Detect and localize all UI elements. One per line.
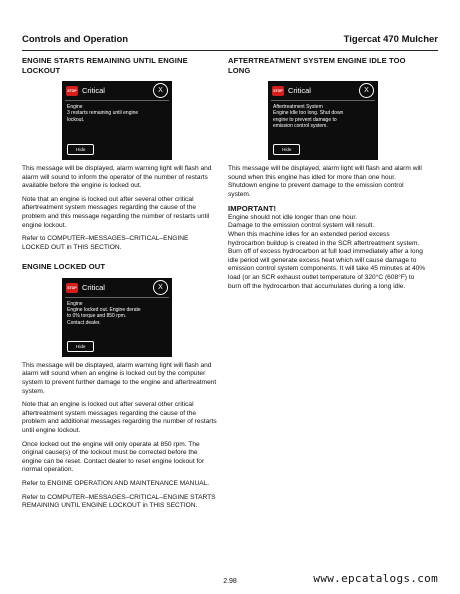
stop-icon: STOP xyxy=(66,86,78,96)
close-icon[interactable]: X xyxy=(153,83,168,98)
section-title-idle-too-long: AFTERTREATMENT SYSTEM ENGINE IDLE TOO LONG xyxy=(228,56,406,75)
paragraph: Refer to COMPUTER–MESSAGES–CRITICAL–ENGINE LOCKED OUT in THIS SECTION. xyxy=(22,235,189,251)
right-column xyxy=(228,56,426,291)
critical-screen-starts-remaining xyxy=(62,81,172,160)
paragraph: Refer to COMPUTER–MESSAGES–CRITICAL–ENGINE STARTS REMAINING UNTIL ENGINE LOCKOUT in THIS SECTION. xyxy=(22,493,216,510)
screen-title-bar xyxy=(268,81,378,100)
page-header xyxy=(22,34,438,50)
section-title-starts-remaining: ENGINE STARTS REMAINING UNTIL ENGINE LOCKOUT xyxy=(22,56,188,75)
severity-label: Critical xyxy=(82,86,105,95)
header-machine-title: Tigercat 470 Mulcher xyxy=(343,34,438,45)
critical-screen-engine-locked-out xyxy=(62,278,172,357)
header-section-title: Controls and Operation xyxy=(22,34,129,45)
close-icon[interactable]: X xyxy=(153,280,168,295)
screen-message: Aftertreatment System Engine idle too long. Shut down engine to prevent damage to emission control system. xyxy=(273,104,344,129)
close-icon[interactable]: X xyxy=(359,83,374,98)
severity-label: Critical xyxy=(82,282,105,292)
important-heading: IMPORTANT! xyxy=(228,204,277,214)
important-line: Damage to the emission control system will result. xyxy=(228,222,375,230)
paragraph: Note that an engine is locked out after several other critical aftertreatment system messages regarding the cause of the problem and this message regarding the number of restarts until engine lockout. xyxy=(22,195,210,229)
header-rule xyxy=(22,50,438,51)
section-title-engine-locked-out: ENGINE LOCKED OUT xyxy=(22,262,106,272)
stop-icon: STOP xyxy=(66,283,78,293)
paragraph: This message will be displayed, alarm warning light will flash and alarm will sound when an engine is locked out by the computer system to prevent further damage to the engine and aftertreatment system. xyxy=(22,361,217,395)
hide-button[interactable]: Hide xyxy=(67,144,94,155)
paragraph: Once locked out the engine will only operate at 850 rpm. The original cause(s) of the lockout must be corrected before the engine can be reset. Contact dealer to reset engine lockout for normal operation. xyxy=(22,440,205,474)
severity-label: Critical xyxy=(288,86,311,95)
paragraph: Note that an engine is locked out after several other critical aftertreatment system messages regarding the cause of the problem and additional messages regarding the number of restarts until engine lockout. xyxy=(22,401,217,434)
important-line: Engine should not idle longer than one hour. xyxy=(228,213,358,221)
hide-button[interactable]: Hide xyxy=(67,341,94,352)
stop-icon: STOP xyxy=(272,86,284,96)
paragraph: This message will be displayed, alarm warning light will flash and alarm will sound to inform the operator of the number of restarts available before the engine is locked out. xyxy=(22,165,212,190)
hide-button[interactable]: Hide xyxy=(273,144,300,155)
screen-title-bar xyxy=(62,278,172,297)
paragraph: This message will be displayed, alarm light will flash and alarm will sound when this engine has idled for more than one hour. Shutdown engine to prevent damage to the emission control system. xyxy=(228,165,422,198)
watermark: www.epcatalogs.com xyxy=(313,572,438,585)
paragraph: Refer to ENGINE OPERATION AND MAINTENANCE MANUAL. xyxy=(22,479,210,487)
left-column xyxy=(22,56,217,511)
screen-message: Engine 3 restarts remaining until engine lockout. xyxy=(67,104,139,123)
critical-screen-idle-too-long xyxy=(268,81,378,160)
screen-message: Engine Engine locked out. Engine derate to 0% torque and 850 rpm. Contact dealer. xyxy=(67,300,141,326)
page-number: 2.98 xyxy=(223,578,237,585)
important-body: When this machine idles for an extended period excess hydrocarbon buildup is created in the SCR aftertreatment system. Burn off of excess hydrocarbon at full load immediately after a long idle period will generate excess heat which will cause damage to emission control system components. It will take 45 minutes at 40% load (or an SCR exhaust outlet temperature of 320°C (608°F) to burn off the hydrocarbon that accumulates during a long idle. xyxy=(228,231,426,290)
screen-title-bar xyxy=(62,81,172,100)
